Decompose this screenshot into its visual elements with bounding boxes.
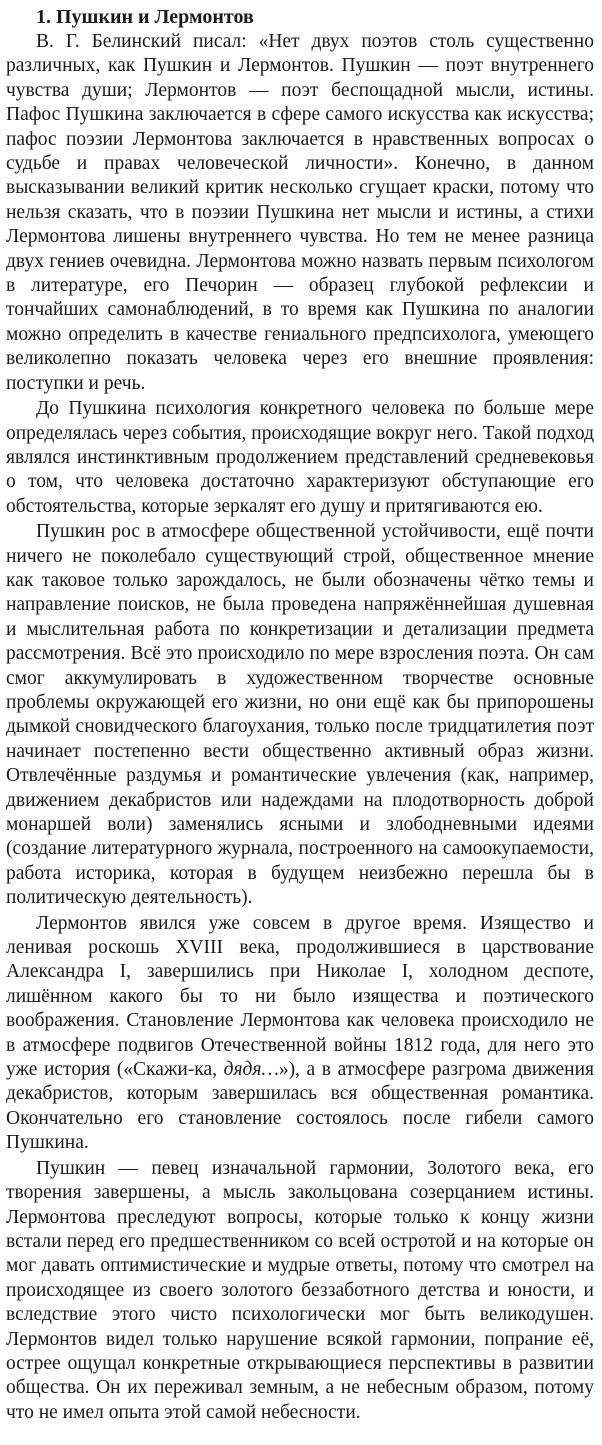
paragraph-5: Пушкин — певец изначальной гармонии, Золотого века, его творения завершены, а мысль закольцована созерцанием истины. Лермонтова преследуют вопросы, которые только к концу жизни встали перед его предшественником со всей остротой и на которые он мог давать оптимистические и мудрые ответы, потому что смотрел на происходящее из своего золотого беззаботного детства и юности, и вследствие этого чисто психологически мог быть великодушен. Лермонтов видел только нарушение всякой гармонии, попрание её, острее ощущал конкретные открывающиеся перспективы в развитии общества. Он их переживал земным, а не небесным образом, потому что не имел опыта этой самой небесности. — [6, 1157, 594, 1423]
paragraph-4-part-b: »), а в атмосфере разгрома движения декабристов, которым завершилась вся общественная романтика. Окончательно его становление состоялось после гибели самого Пушкина. — [6, 1059, 594, 1154]
paragraph-4-italic-quote: дядя… — [223, 1059, 279, 1081]
section-title: 1. Пушкин и Лермонтов — [36, 6, 254, 28]
paragraph-2: До Пушкина психология конкретного человека по больше мере определялась через события, происходящие вокруг него. Такой подход являлся инстинктивным продолжением представлений средневековья о том, что человека достаточно характеризуют обступающие его обстоятельства, которые зеркалят его душу и притягиваются ею. — [6, 398, 594, 517]
paragraph-4-part-a: Лермонтов явился уже совсем в другое время. Изящество и ленивая роскошь XVIII века, продолжившиеся в царствование Александра I, завершились при Николае I, холодном деспоте, лишённом какого бы то ни было изящества и поэтического воображения. Становление Лермонтова как человека происходило не в атмосфере подвигов Отечественной войны 1812 года, для него это уже история («Скажи-ка, — [6, 912, 594, 1081]
paragraph-1: В. Г. Белинский писал: «Нет двух поэтов столь существенно различных, как Пушкин и Лермонтов. Пушкин — поэт внутреннего чувства души; Лермонтов — поэт беспощадной мысли, истины. Пафос Пушкина заключается в сфере самого искусства как искусства; пафос поэзии Лермонтова заключается в нравственных вопросах о судьбе и правах человеческой личности». Конечно, в данном высказывании великий критик несколько сгущает краски, потому что нельзя сказать, что в поэзии Пушкина нет мысли и истины, а стихи Лермонтова лишены внутреннего чувства. Но тем не менее разница двух гениев очевидна. Лермонтова можно назвать первым психологом в литературе, его Печорин — образец глубокой рефлексии и тончайших самонаблюдений, в то время как Пушкина по аналогии можно определить в качестве гениального предпсихолога, умеющего великолепно показать человека через его внешние проявления: поступки и речь. — [6, 31, 594, 394]
paragraph-4 — [6, 912, 594, 1156]
document-page — [6, 4, 594, 1425]
paragraph-3: Пушкин рос в атмосфере общественной устойчивости, ещё почти ничего не поколебало существующий строй, общественное мнение как таковое только зарождалось, не были обозначены чётко темы и направление поисков, не была проведена напряжённейшая душевная и мыслительная работа по конкретизации и детализации предмета рассмотрения. Всё это происходило по мере взросления поэта. Он сам смог аккумулировать в художественном творчестве основные проблемы окружающей его жизни, но они ещё как бы припорошены дымкой сновидческого благоухания, только после тридцатилетия поэт начинает постепенно вести общественно активный образ жизни. Отвлечённые раздумья и романтические увлечения (как, например, движением декабристов или надеждами на плодотворность доброй монаршей воли) заменялись ясными и злободневными идеями (создание литературного журнала, построенного на самоокупаемости, работа историка, которая в будущем неизбежно перешла бы в политическую деятельность). — [6, 521, 594, 909]
